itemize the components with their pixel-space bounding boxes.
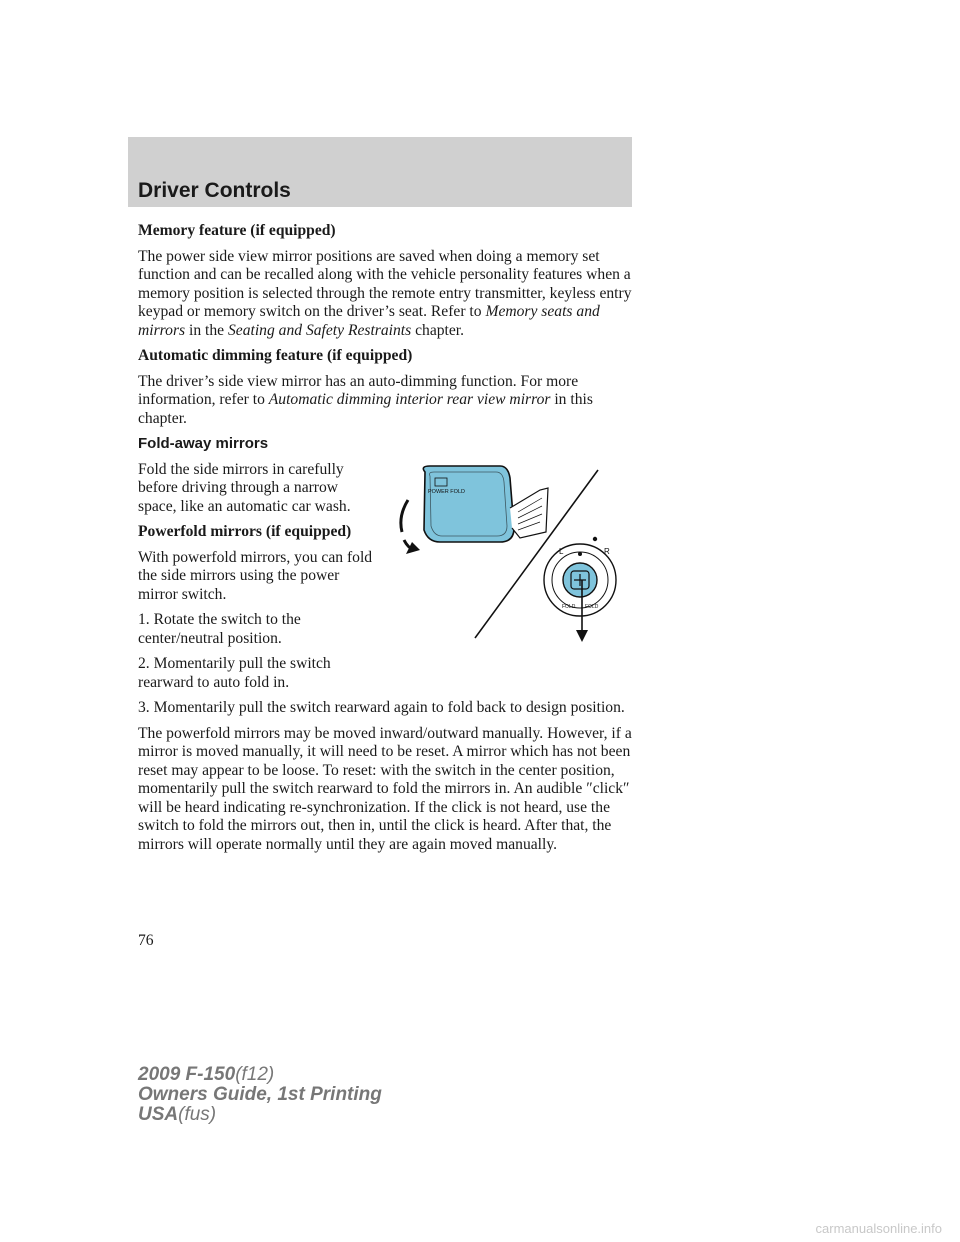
powerfold-intro: With powerfold mirrors, you can fold the side mirrors using the power mirror switch. — [138, 548, 373, 603]
powerfold-step-3: 3. Momentarily pull the switch rearward again to fold back to design position. — [138, 699, 625, 716]
switch-fold-label-left: FOLD — [562, 604, 576, 610]
mirror-label: POWER FOLD — [428, 489, 465, 495]
memory-heading: Memory feature (if equipped) — [138, 222, 336, 239]
pull-arrow-icon — [576, 630, 588, 642]
chapter-header-band — [128, 137, 632, 207]
footer-line-model — [138, 1065, 382, 1085]
footer-model-code: (f12) — [235, 1064, 275, 1085]
powerfold-heading: Powerfold mirrors (if equipped) — [138, 523, 352, 540]
powerfold-step-1: 1. Rotate the switch to the center/neutral position. — [138, 611, 301, 647]
switch-right-label: R — [604, 547, 610, 556]
footer-line-region — [138, 1105, 382, 1125]
switch-fold-label-right: FOLD — [585, 604, 599, 610]
footer-guide: Owners Guide, 1st Printing — [138, 1084, 382, 1105]
powerfold-step-2: 2. Momentarily pull the switch rearward to auto fold in. — [138, 655, 331, 691]
memory-ref-chapter: Seating and Safety Restraints — [227, 321, 412, 339]
foldaway-heading: Fold-away mirrors — [138, 435, 269, 452]
dimming-text-b: in this chapter. — [138, 391, 593, 427]
power-mirror-switch — [544, 537, 616, 642]
chapter-title: Driver Controls — [138, 179, 291, 202]
dimming-paragraph — [138, 373, 638, 429]
footer-region: USA — [138, 1104, 179, 1125]
fold-direction-arrow-icon — [401, 500, 420, 554]
switch-left-label: L — [559, 547, 564, 556]
page-number: 76 — [138, 932, 154, 949]
memory-text-c: chapter. — [411, 321, 465, 339]
dimming-ref: Automatic dimming interior rear view mirror — [268, 391, 551, 408]
memory-text-a: The power side view mirror positions are saved when doing a memory set function and can be recalled along with the vehicle personality features when a memory position is selected through the remote entry transmitter, keyless entry keypad or memory switch on the driver’s seat. Refer to — [138, 247, 632, 320]
powerfold-note: The powerfold mirrors may be moved inward/outward manually. However, if a mirror is moved manually, it will need to be reset. A mirror which has not been reset may appear to be loose. To reset: with the switch in the center position, momentarily pull the switch rearward to fold the mirrors in. An audible ″click″ will be heard indicating re-synchronization. If the click is not heard, use the switch to fold the mirrors out, then in, until the click is heard. After that, the mirrors will operate normally until they are again moved manually. — [138, 724, 632, 853]
dimming-heading: Automatic dimming feature (if equipped) — [138, 347, 413, 364]
watermark: carmanualsonline.info — [815, 1221, 942, 1236]
memory-paragraph — [138, 248, 638, 341]
memory-text-b: in the — [185, 321, 228, 339]
dimming-text-a: The driver’s side view mirror has an auto-dimming function. For more information, refer to — [138, 372, 579, 408]
footer-region-code: (fus) — [178, 1104, 217, 1125]
memory-ref-seats: Memory seats and mirrors — [138, 303, 600, 339]
powerfold-mirror-illustration — [390, 458, 640, 648]
side-mirror — [423, 466, 548, 542]
foldaway-paragraph: Fold the side mirrors in carefully before driving through a narrow space, like an automatic car wash. — [138, 460, 351, 515]
footer — [138, 1065, 382, 1125]
footer-model: 2009 F-150 — [138, 1064, 236, 1085]
